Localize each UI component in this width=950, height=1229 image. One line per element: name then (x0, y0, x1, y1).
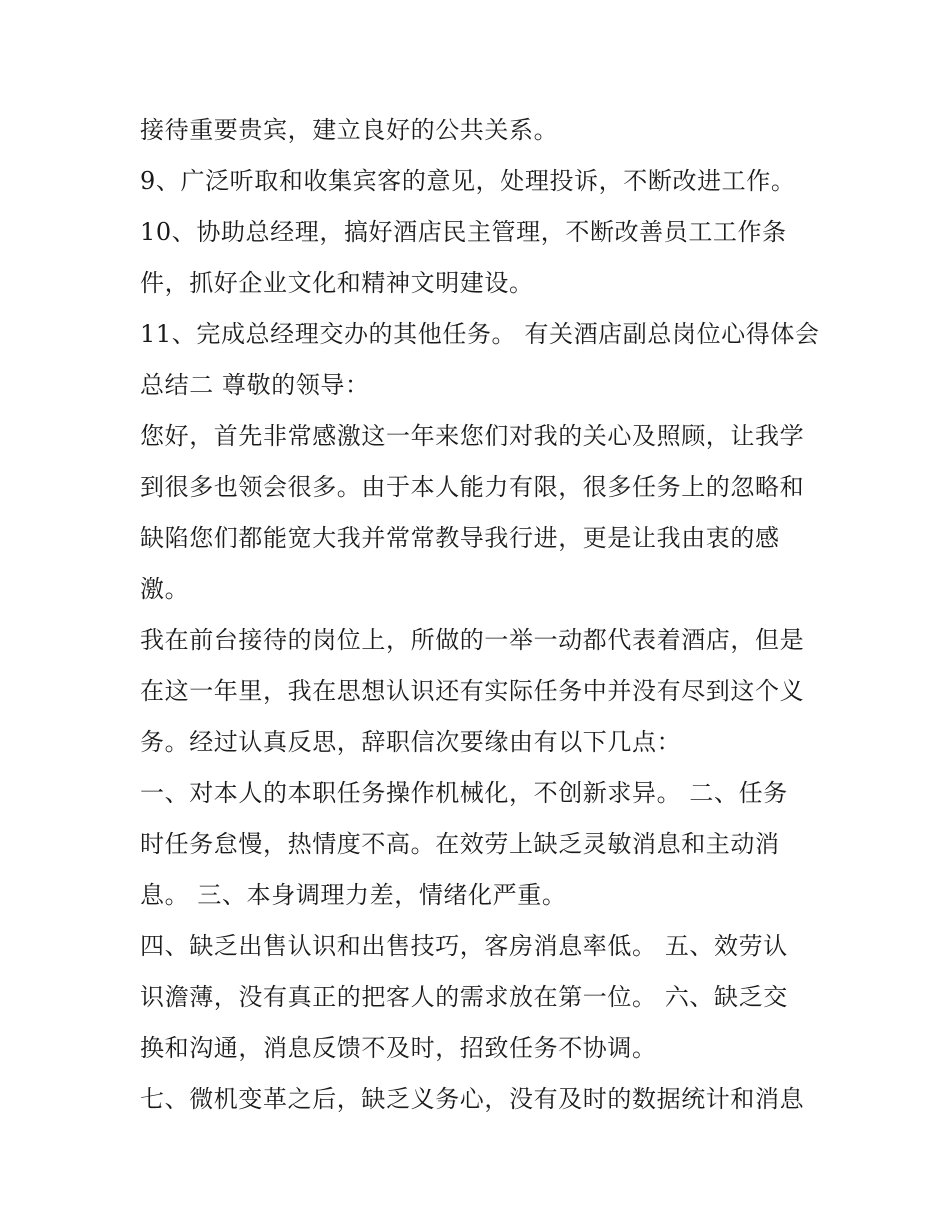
text-line: 务。经过认真反思，辞职信次要缘由有以下几点： (140, 728, 682, 756)
text-line: 我在前台接待的岗位上，所做的一举一动都代表着酒店，但是 (140, 626, 805, 654)
text-line: 四、缺乏出售认识和出售技巧，客房消息率低。 五、效劳认 (140, 932, 788, 960)
text-line: 识澹薄，没有真正的把客人的需求放在第一位。 六、缺乏交 (140, 983, 788, 1011)
text-line: 件，抓好企业文化和精神文明建设。 (140, 269, 534, 297)
text-line: 息。 三、本身调理力差，情绪化严重。 (140, 881, 567, 909)
text-line: 缺陷您们都能宽大我并常常教导我行进，更是让我由衷的感 (140, 524, 780, 552)
text-line: 您好，首先非常感激这一年来您们对我的关心及照顾，让我学 (140, 422, 805, 450)
text-line: 换和沟通，消息反馈不及时，招致任务不协调。 (140, 1034, 657, 1062)
text-line: 在这一年里，我在思想认识还有实际任务中并没有尽到这个义 (140, 677, 805, 705)
text-line: 10、协助总经理，搞好酒店民主管理，不断改善员工工作条 (140, 218, 787, 246)
text-line: 一、对本人的本职任务操作机械化，不创新求异。 二、任务 (140, 779, 788, 807)
text-line: 激。 (140, 575, 190, 603)
text-line: 总结二 尊敬的领导： (140, 371, 370, 399)
text-line: 七、微机变革之后，缺乏义务心，没有及时的数据统计和消息 (140, 1085, 805, 1113)
text-line: 时任务怠慢，热情度不高。在效劳上缺乏灵敏消息和主动消 (140, 830, 780, 858)
text-line: 接待重要贵宾，建立良好的公共关系。 (140, 116, 559, 144)
text-line: 9、广泛听取和收集宾客的意见，处理投诉，不断改进工作。 (140, 167, 796, 195)
text-line: 11、完成总经理交办的其他任务。 有关酒店副总岗位心得体会 (140, 320, 820, 348)
text-line: 到很多也领会很多。由于本人能力有限，很多任务上的忽略和 (140, 473, 805, 501)
